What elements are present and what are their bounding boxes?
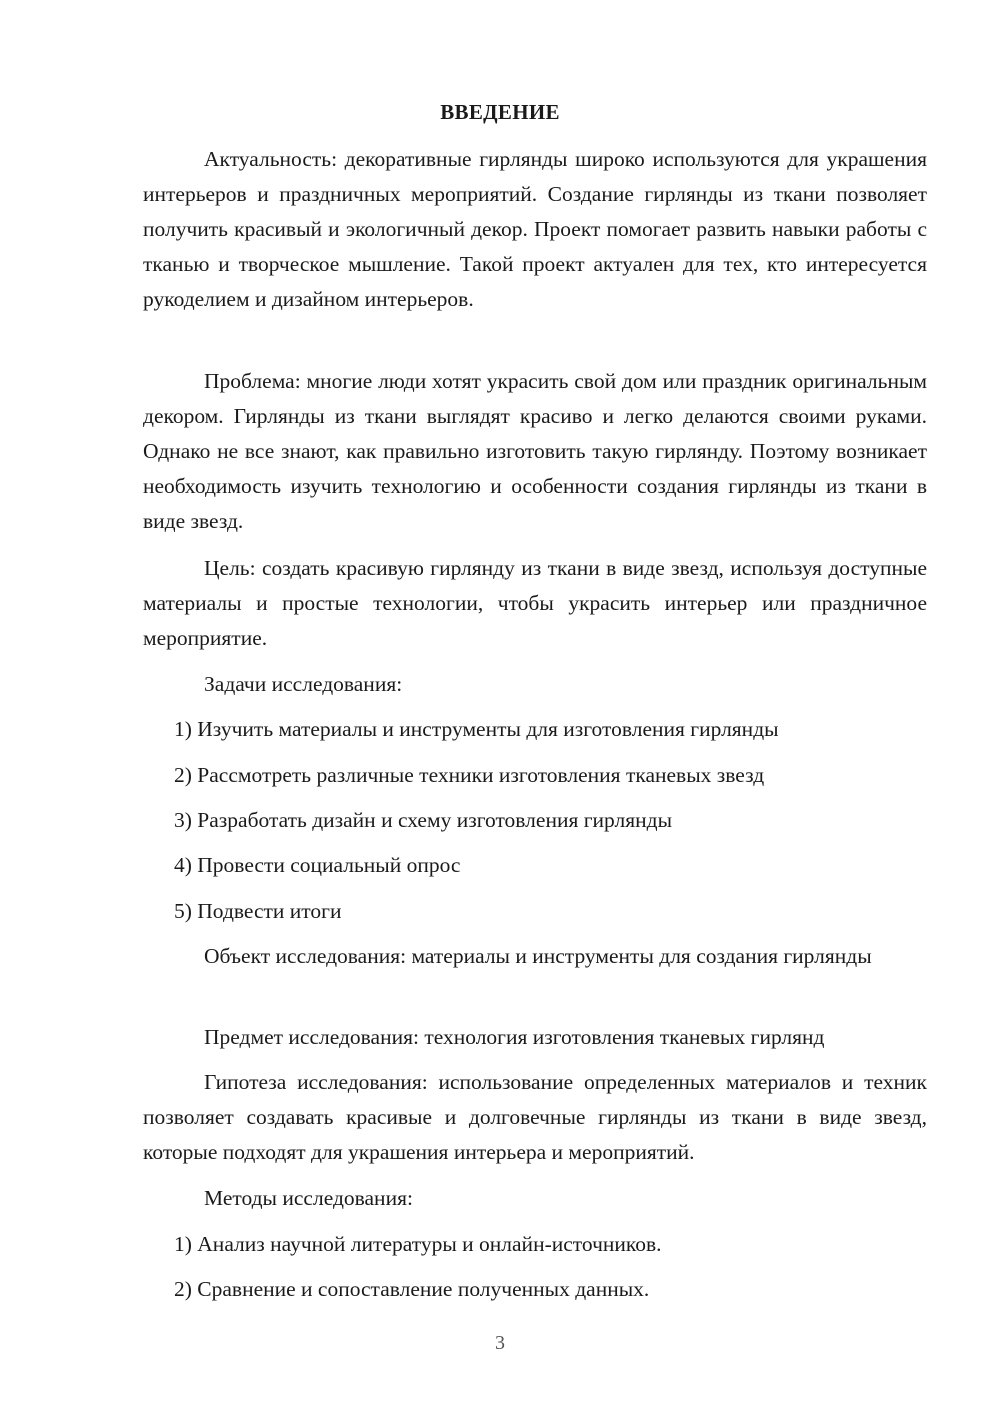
method-item-1: 1) Анализ научной литературы и онлайн-источников. — [174, 1232, 662, 1256]
task-item-2: 2) Рассмотреть различные техники изготовления тканевых звезд — [174, 763, 765, 787]
method-item-2: 2) Сравнение и сопоставление полученных данных. — [174, 1277, 650, 1301]
page-number: 3 — [495, 1332, 505, 1354]
hypothesis-paragraph: Гипотеза исследования: использование определенных материалов и техник позволяет создавать красивые и долговечные гирлянды из ткани в виде звезд, которые подходят для украшения интерьера и мероприятий. — [143, 1070, 927, 1164]
task-item-1: 1) Изучить материалы и инструменты для изготовления гирлянды — [174, 717, 779, 741]
task-item-5: 5) Подвести итоги — [174, 899, 342, 923]
problem-paragraph: Проблема: многие люди хотят украсить свой дом или праздник оригинальным декором. Гирлянды из ткани выглядят красиво и легко делаются своими руками. Однако не все знают, как правильно изготовить такую гирлянду. Поэтому возникает необходимость изучить технологию и особенности создания гирлянды из ткани в виде звезд. — [143, 369, 927, 533]
subject-paragraph: Предмет исследования: технология изготовления тканевых гирлянд — [204, 1025, 825, 1049]
object-paragraph: Объект исследования: материалы и инструменты для создания гирлянды — [204, 944, 872, 968]
task-item-3: 3) Разработать дизайн и схему изготовления гирлянды — [174, 808, 673, 832]
methods-title: Методы исследования: — [204, 1186, 413, 1210]
section-heading: ВВЕДЕНИЕ — [440, 100, 560, 124]
goal-paragraph: Цель: создать красивую гирлянду из ткани в виде звезд, используя доступные материалы и простые технологии, чтобы украсить интерьер или праздничное мероприятие. — [143, 556, 927, 650]
relevance-paragraph: Актуальность: декоративные гирлянды широко используются для украшения интерьеров и праздничных мероприятий. Создание гирлянды из ткани позволяет получить красивый и экологичный декор. Проект помогает развить навыки работы с тканью и творческое мышление. Такой проект актуален для тех, кто интересуется рукоделием и дизайном интерьеров. — [143, 147, 927, 311]
task-item-4: 4) Провести социальный опрос — [174, 853, 461, 877]
tasks-title: Задачи исследования: — [204, 672, 403, 696]
